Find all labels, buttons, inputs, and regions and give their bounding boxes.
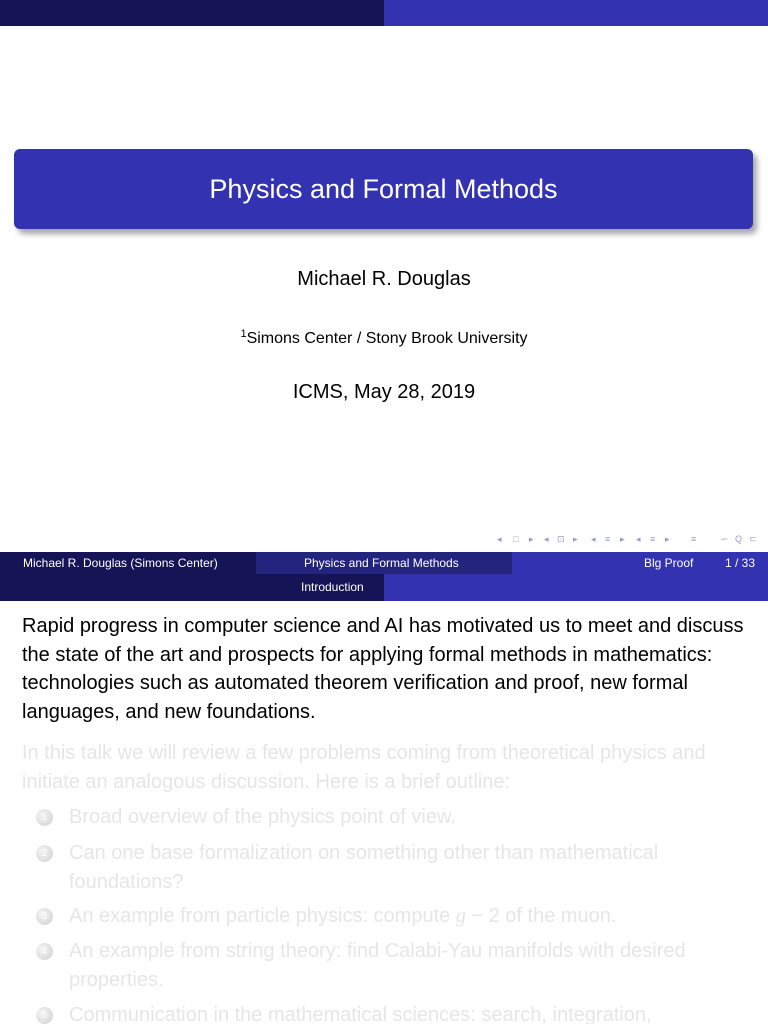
nav-subsection-icon[interactable]: ⊡ bbox=[557, 534, 565, 544]
top-bar-left bbox=[0, 0, 384, 26]
outline-item-text: Broad overview of the physics point of view. bbox=[69, 806, 456, 828]
nav-prev-section-icon[interactable]: ◂ bbox=[591, 534, 596, 544]
page-number: 1 / 33 bbox=[725, 556, 756, 570]
nav-prev-doc-icon[interactable]: ◂ bbox=[636, 534, 641, 544]
nav-doc-icon[interactable]: ≡ bbox=[650, 534, 656, 544]
outline-item-text-after: − 2 of the muon. bbox=[465, 905, 617, 927]
body-paragraph-1: Rapid progress in computer science and AI has motivated us to meet and discuss the state of the art and prospects for applying formal methods in mathematics: technologies such as automated theorem verification and proof, new formal languages, and new foundations. bbox=[22, 615, 744, 723]
nav-frame-icon[interactable]: □ bbox=[513, 534, 519, 544]
nav-forward-icon[interactable]: ⊂ bbox=[749, 534, 757, 544]
footline bbox=[0, 552, 768, 574]
footer-short-title: Blg Proof bbox=[644, 556, 694, 570]
item-number-ball: 5 bbox=[36, 1007, 53, 1024]
nav-next-section-icon[interactable]: ▸ bbox=[620, 534, 625, 544]
nav-next-frame-icon[interactable]: ▸ bbox=[529, 534, 534, 544]
top-bar-right bbox=[384, 0, 768, 26]
footer-title: Physics and Formal Methods bbox=[304, 556, 459, 570]
outline-item-text bbox=[69, 902, 759, 931]
presentation-title: Physics and Formal Methods bbox=[209, 173, 558, 204]
nav-next-doc-icon[interactable]: ▸ bbox=[665, 534, 670, 544]
item-number-ball: 2 bbox=[36, 845, 53, 862]
item-number-ball: 3 bbox=[36, 908, 53, 925]
institute bbox=[0, 330, 768, 348]
section-headline bbox=[0, 574, 768, 601]
section-name: Introduction bbox=[301, 580, 364, 594]
outline-item-text-before: An example from particle physics: compute bbox=[69, 905, 456, 927]
nav-appendix-icon[interactable]: ≡ bbox=[691, 534, 697, 544]
nav-back-icon[interactable]: ∽ bbox=[720, 534, 728, 544]
beamer-navigation bbox=[497, 534, 767, 550]
event-date: ICMS, May 28, 2019 bbox=[292, 381, 476, 403]
item-number-ball: 4 bbox=[36, 943, 53, 960]
nav-next-subsection-icon[interactable]: ▸ bbox=[573, 534, 578, 544]
top-decoration-bar bbox=[0, 0, 768, 26]
institute-mark: 1 bbox=[240, 328, 247, 340]
nav-section-icon[interactable]: ≡ bbox=[605, 534, 611, 544]
footer-author: Michael R. Douglas (Simons Center) bbox=[23, 556, 218, 570]
outline-item-text: Can one base formalization on something other than mathematical foundations? bbox=[69, 842, 659, 893]
nav-prev-subsection-icon[interactable]: ◂ bbox=[544, 534, 549, 544]
outline-item-text: Communication in the mathematical sciences: search, integration, bbox=[69, 1004, 652, 1024]
title-box bbox=[14, 149, 753, 229]
nav-prev-frame-icon[interactable]: ◂ bbox=[497, 534, 502, 544]
body-paragraph-2: In this talk we will review a few problems coming from theoretical physics and initiate an analogous discussion. Here is a brief outline: bbox=[22, 742, 706, 793]
headline-right bbox=[384, 574, 768, 601]
nav-search-icon[interactable]: Q bbox=[735, 534, 743, 544]
item-number-ball: 1 bbox=[36, 809, 53, 826]
math-variable-g: g bbox=[455, 905, 466, 927]
author-name: Michael R. Douglas bbox=[297, 268, 471, 290]
institute-name: Simons Center / Stony Brook University bbox=[246, 330, 528, 347]
outline-item-text: An example from string theory: find Calabi-Yau manifolds with desired properties. bbox=[69, 940, 686, 991]
